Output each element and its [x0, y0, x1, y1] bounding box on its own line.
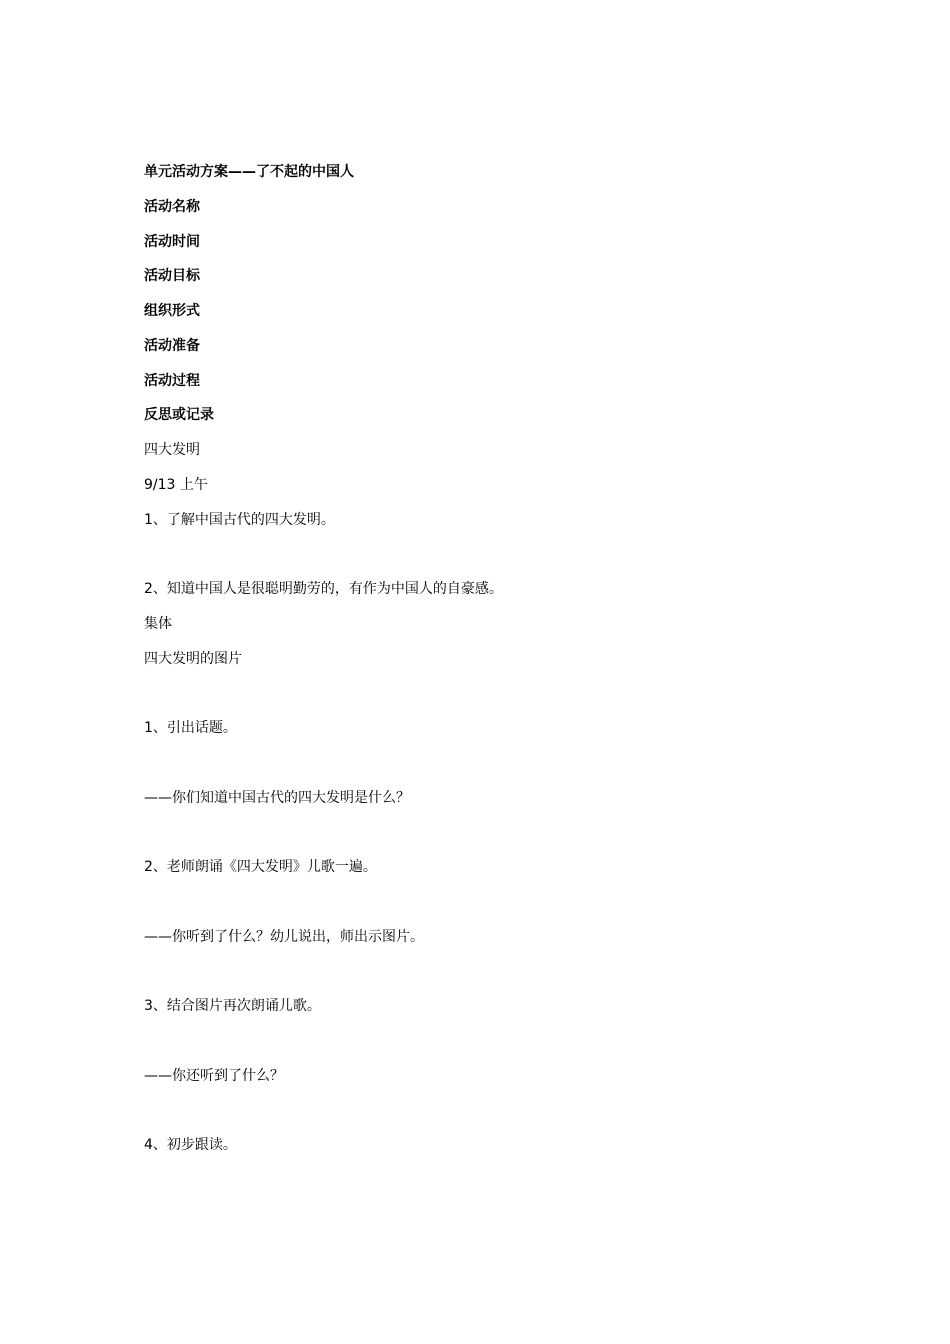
paragraph-spacer [144, 681, 804, 716]
document-title: 单元活动方案——了不起的中国人 [144, 164, 354, 180]
heading-activity-goals: 活动目标 [144, 268, 200, 285]
document-body [144, 160, 804, 1168]
process-step: 1、引出话题。 [144, 720, 237, 736]
process-step: ——你听到了什么？幼儿说出，师出示图片。 [144, 928, 424, 945]
goal-item: 2、知道中国人是很聪明勤劳的，有作为中国人的自豪感。 [144, 581, 503, 597]
activity-time-value: 9/13 上午 [144, 476, 208, 493]
heading-organization: 组织形式 [144, 303, 200, 319]
preparation-value: 四大发明的图片 [144, 650, 242, 667]
paragraph-spacer [144, 890, 804, 925]
heading-preparation: 活动准备 [144, 337, 200, 354]
paragraph-spacer [144, 820, 804, 855]
heading-activity-name: 活动名称 [144, 198, 200, 215]
process-step: 2、老师朗诵《四大发明》儿歌一遍。 [144, 859, 377, 875]
paragraph-spacer [144, 542, 804, 577]
process-step: ——你还听到了什么？ [144, 1067, 284, 1084]
heading-process: 活动过程 [144, 372, 200, 389]
organization-value: 集体 [144, 615, 172, 632]
paragraph-spacer [144, 1098, 804, 1133]
heading-reflection: 反思或记录 [144, 407, 214, 424]
paragraph-spacer [144, 1029, 804, 1064]
process-step: 4、初步跟读。 [144, 1137, 237, 1153]
heading-activity-time: 活动时间 [144, 233, 200, 250]
process-step: ——你们知道中国古代的四大发明是什么？ [144, 789, 410, 806]
goal-item: 1、了解中国古代的四大发明。 [144, 511, 335, 528]
process-step: 3、结合图片再次朗诵儿歌。 [144, 998, 321, 1014]
activity-name-value: 四大发明 [144, 442, 200, 458]
paragraph-spacer [144, 959, 804, 994]
paragraph-spacer [144, 751, 804, 786]
